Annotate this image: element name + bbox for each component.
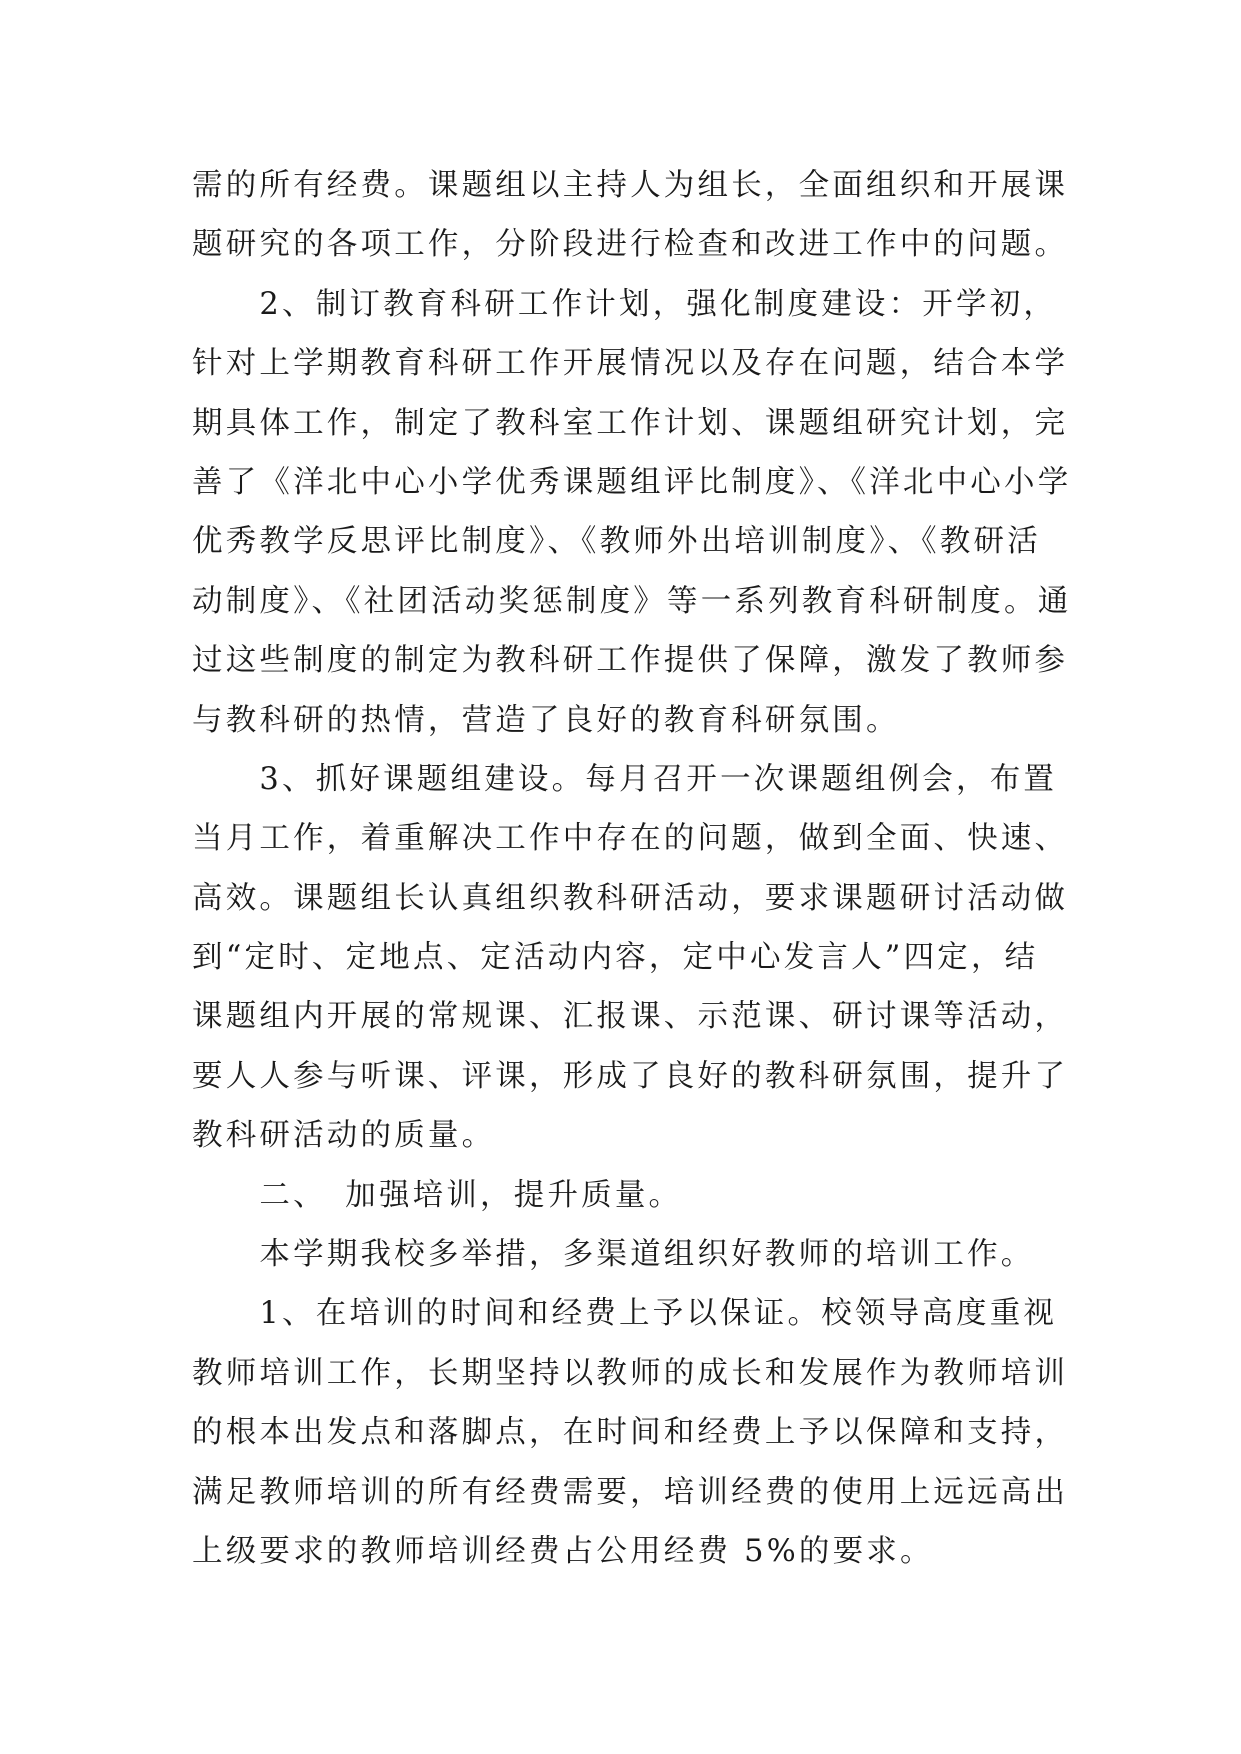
text-line: 与教科研的热情，营造了良好的教育科研氛围。	[192, 702, 900, 738]
text-line: 的根本出发点和落脚点，在时间和经费上予以保障和支持，	[192, 1415, 1069, 1451]
text-line: 题研究的各项工作，分阶段进行检查和改进工作中的问题。	[192, 227, 1069, 263]
body-text	[192, 156, 1072, 1581]
text-line: 满足教师培训的所有经费需要，培训经费的使用上远远高出	[192, 1474, 1069, 1510]
text-line: 2、制订教育科研工作计划，强化制度建设：开学初，	[192, 286, 1058, 322]
text-line: 3、抓好课题组建设。每月召开一次课题组例会，布置	[192, 761, 1058, 797]
text-line: 动制度》、《社团活动奖惩制度》等一系列教育科研制度。通	[192, 583, 1072, 619]
text-line: 需的所有经费。课题组以主持人为组长，全面组织和开展课	[192, 168, 1069, 203]
text-line: 教科研活动的质量。	[192, 1118, 496, 1154]
text-line: 过这些制度的制定为教科研工作提供了保障，激发了教师参	[192, 643, 1069, 679]
text-line: 要人人参与听课、评课，形成了良好的教科研氛围，提升了	[192, 1058, 1069, 1094]
text-line: 善了《洋北中心小学优秀课题组评比制度》、《洋北中心小学	[192, 464, 1072, 500]
text-line: 到“定时、定地点、定活动内容，定中心发言人”四定，结	[192, 940, 1039, 976]
section-heading: 二、 加强培训，提升质量。	[192, 1177, 683, 1213]
text-line: 教师培训工作，长期坚持以教师的成长和发展作为教师培训	[192, 1355, 1069, 1391]
text-line: 当月工作，着重解决工作中存在的问题，做到全面、快速、	[192, 821, 1069, 857]
text-line: 高效。课题组长认真组织教科研活动，要求课题研讨活动做	[192, 880, 1069, 916]
text-line: 上级要求的教师培训经费占公用经费 5%的要求。	[192, 1533, 934, 1569]
text-line: 优秀教学反思评比制度》、《教师外出培训制度》、《教研活	[192, 524, 1041, 560]
text-line: 针对上学期教育科研工作开展情况以及存在问题，结合本学	[192, 346, 1069, 382]
text-line: 期具体工作，制定了教科室工作计划、课题组研究计划，完	[192, 405, 1069, 441]
text-line: 1、在培训的时间和经费上予以保证。校领导高度重视	[192, 1296, 1058, 1332]
text-line: 本学期我校多举措，多渠道组织好教师的培训工作。	[192, 1237, 1035, 1273]
text-line: 课题组内开展的常规课、汇报课、示范课、研讨课等活动，	[192, 999, 1069, 1035]
